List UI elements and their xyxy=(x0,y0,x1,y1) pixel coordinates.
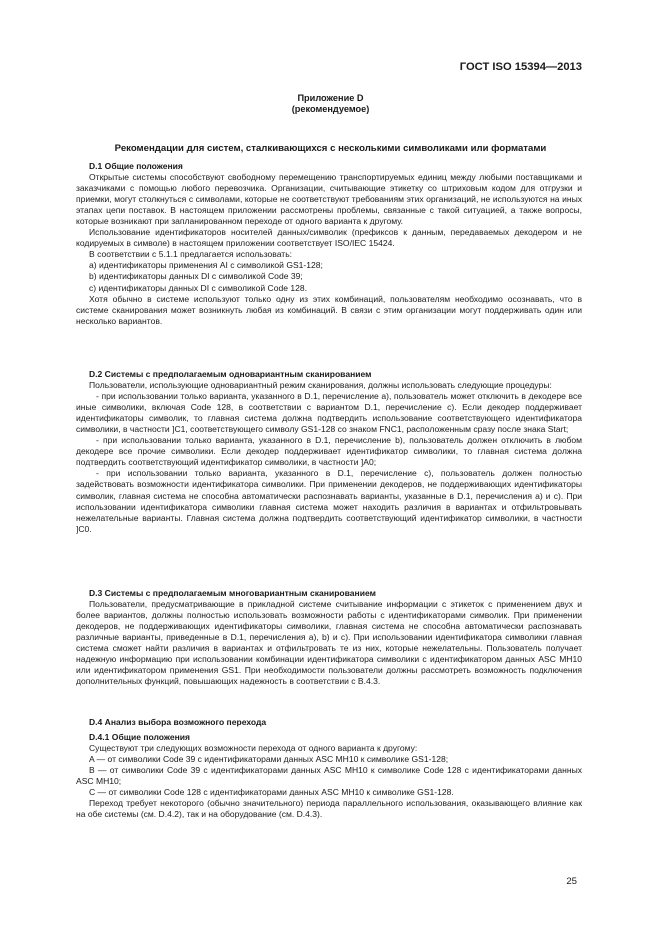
page-number: 25 xyxy=(566,876,577,887)
option-a: A — от символики Code 39 с идентификаторами данных ASC MH10 к символике GS1-128; xyxy=(89,754,449,765)
section-d2 xyxy=(76,369,582,535)
main-title: Рекомендации для систем, сталкивающихся с несколькими символиками или форматами xyxy=(114,143,547,154)
paragraph: Пользователи, предусматривающие в прикладной системе считывание информации с этикеток с применением двух и более вариантов, должны полностью использовать возможности работы с идентификаторами символик. При применении декодеров, не поддерживающих идентификаторы символики, главная система не способна автоматически распознавать различные варианты, приведенные в D.1, перечисления а), b) и с). При использовании идентификатора символики главная система сможет найти различия в вариантах и отфильтровать те из них, которые нежелательны. Пользователь получает надежную информацию при использовании комбинации идентификатора символики с идентификатором данных ASC MH10 или идентификатором применения GS1. При необходимости пользователи должны рассмотреть возможность подключения дополнительных функций, повышающих надежность в соответствии с B.4.3. xyxy=(76,599,582,687)
option-b: B — от символики Code 39 с идентификаторами данных ASC MH10 к символике Code 128 с идентификаторами данных ASC MH10; xyxy=(76,765,582,787)
document-code: ГОСТ ISO 15394—2013 xyxy=(459,61,582,73)
list-item: b) идентификаторы данных DI с символикой Code 39; xyxy=(89,271,303,282)
list-item: a) идентификаторы применения AI с символикой GS1-128; xyxy=(89,260,323,271)
paragraph: Хотя обычно в системе используют только одну из этих комбинаций, пользователям необходимо осознавать, что в системе сканирования может возникнуть любая из комбинаций. В связи с этим организации могут поддерживать один или несколько вариантов. xyxy=(76,293,582,326)
section-d3 xyxy=(76,588,582,687)
section-heading: D.2 Системы с предполагаемым одновариантным сканированием xyxy=(89,369,372,379)
paragraph: Существуют три следующих возможности перехода от одного варианта к другому: xyxy=(89,743,418,754)
annex-status: (рекомендуемое) xyxy=(291,104,370,114)
section-d1 xyxy=(76,161,582,327)
option-c: C — от символики Code 128 с идентификаторами данных ASC MH10 к символике GS1-128. xyxy=(89,787,454,798)
paragraph: В соответствии с 5.1.1 предлагается использовать: xyxy=(89,249,293,260)
list-item: c) идентификаторы данных DI с символикой Code 128. xyxy=(89,282,307,293)
paragraph: Использование идентификаторов носителей данных/символик (префиксов к данным, передаваемых декодером и не кодируемых в символе) в настоящем приложении соответствует ISO/IEC 15424. xyxy=(76,227,582,249)
section-heading: D.3 Системы с предполагаемым многовариантным сканированием xyxy=(89,588,376,598)
paragraph: Открытые системы способствуют свободному перемещению транспортируемых единиц между любыми поставщиками и заказчиками с помощью любого перевозчика. Организации, считывающие этикетку со штриховым кодом для отгрузки и приемки, могут столкнуться с символами, которые не соответствуют требованиям этих организаций, не используются на иных этапах цепи поставок. В настоящем приложении рассмотрены проблемы, связанные с такой ситуацией, а также вопросы, которые возникают при запланированном переходе от одного варианта к другому. xyxy=(76,172,582,227)
annex-title: Приложение D xyxy=(297,93,364,103)
section-heading: D.4 Анализ выбора возможного перехода xyxy=(89,717,267,727)
bullet-item: - при использовании только варианта, указанного в D.1, перечисление а), пользователь может отключить в декодере все иные символики, включая Code 128, в соответствии с вариантом D.1, перечисление с). Если декодер поддерживает идентификаторы символик, то главная система должна подтвердить использование соответствующего идентификатора символики, в частности ]C1, соответствующего символу GS1-128 со знаком FNC1, расположенным сразу после знака Start; xyxy=(76,391,582,435)
subsection-heading: D.4.1 Общие положения xyxy=(89,732,191,743)
bullet-item: - при использовании только варианта, указанного в D.1, перечисление b), пользователь должен отключить в любом декодере все прочие символики. Если декодер поддерживает идентификатор символики, то главная система должна подтвердить соответствующий идентификатор символики, в частности ]A0; xyxy=(76,435,582,468)
section-d4 xyxy=(76,717,582,820)
paragraph: Переход требует некоторого (обычно значительного) периода параллельного использования, оказывающего влияние как на обе системы (см. D.4.2), так и на оборудование (см. D.4.3). xyxy=(76,798,582,820)
paragraph: Пользователи, использующие одновариантный режим сканирования, должны использовать следующие процедуры: xyxy=(89,380,552,391)
section-heading: D.1 Общие положения xyxy=(89,161,183,171)
bullet-item: - при использовании только варианта, указанного в D.1, перечисление с), пользователь должен полностью задействовать возможности идентификатора символики. При применении декодеров, не поддерживающих идентификаторы символик, главная система не способна автоматически распознавать варианты, указанные в D.1, перечисления а) и с). При использовании идентификатора символики главная система может находить различия в вариантах и отфильтровывать нежелательные варианты. Главная система должна подтвердить соответствующий идентификатор символики, в частности ]C0. xyxy=(76,468,582,534)
